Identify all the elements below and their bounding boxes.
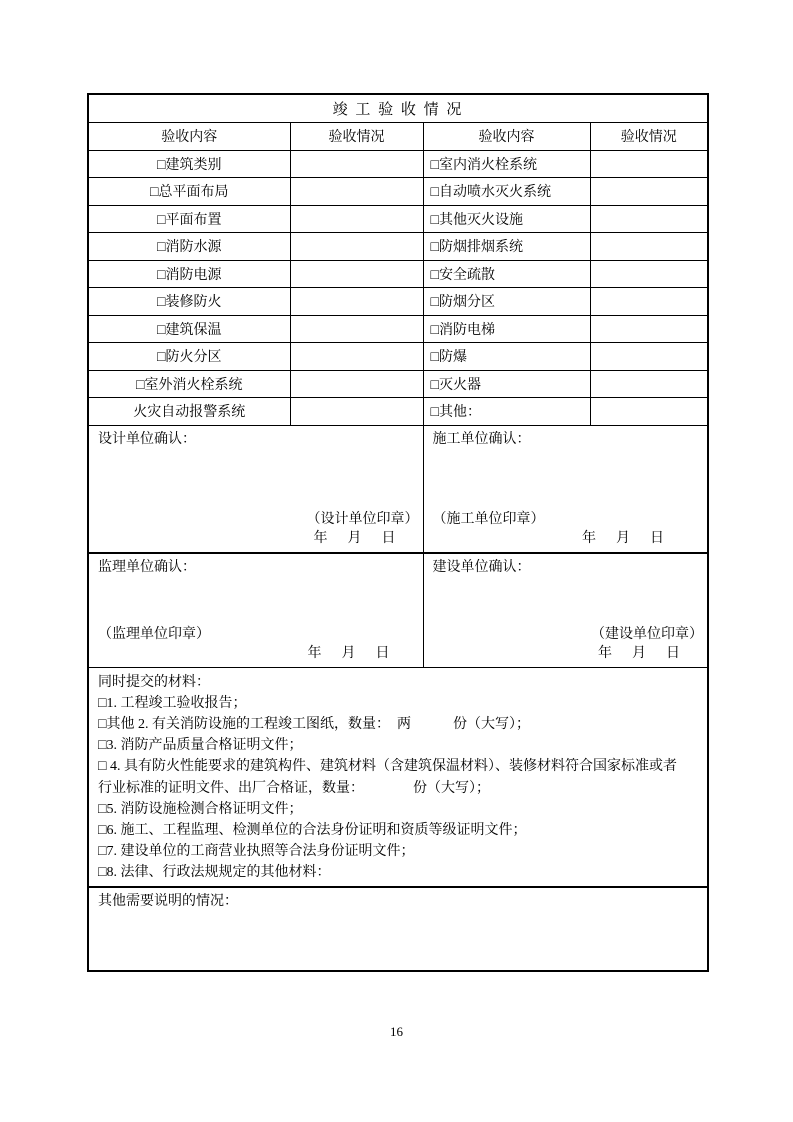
checkbox-icon[interactable]: □	[430, 405, 439, 421]
status-cell[interactable]	[290, 150, 423, 178]
table-row	[88, 343, 708, 371]
acceptance-item	[423, 315, 590, 343]
checkbox-icon[interactable]: □	[98, 822, 107, 838]
developer-unit-confirmation	[423, 553, 708, 667]
status-cell[interactable]	[290, 370, 423, 398]
acceptance-item	[88, 315, 290, 343]
confirmation-title: 建设单位确认：	[432, 560, 531, 575]
acceptance-item	[423, 398, 590, 426]
status-cell[interactable]	[290, 343, 423, 371]
page-number: 16	[390, 1024, 403, 1039]
item-label: 安全疏散	[438, 267, 495, 283]
materials-item	[98, 820, 698, 841]
item-label: 防火分区	[165, 350, 222, 366]
materials-item	[98, 735, 698, 756]
status-cell[interactable]	[590, 205, 708, 233]
status-cell[interactable]	[290, 315, 423, 343]
submitted-materials-section	[88, 667, 708, 887]
acceptance-item	[88, 398, 290, 426]
acceptance-item	[88, 288, 290, 316]
checkbox-icon[interactable]: □	[98, 759, 107, 775]
item-label: 消防水源	[165, 240, 222, 256]
acceptance-item	[423, 150, 590, 178]
acceptance-item	[88, 233, 290, 261]
checkbox-icon[interactable]: □	[430, 267, 439, 283]
acceptance-item	[423, 288, 590, 316]
item-label: 建筑类别	[165, 157, 222, 173]
confirmation-title: 监理单位确认：	[98, 560, 196, 575]
item-label: 平面布置	[165, 212, 222, 228]
checkbox-icon[interactable]: □	[430, 157, 439, 173]
checkbox-icon[interactable]: □	[98, 844, 107, 860]
checkbox-icon[interactable]: □	[157, 267, 166, 283]
table-row	[88, 398, 708, 426]
item-label: 消防电源	[165, 267, 222, 283]
table-row	[88, 205, 708, 233]
status-cell[interactable]	[590, 398, 708, 426]
status-cell[interactable]	[590, 233, 708, 261]
materials-item	[98, 862, 698, 883]
materials-text: 4. 具有防火性能要求的建筑构件、建筑材料（含建筑保温材料）、装修材料符合国家标准或者	[106, 759, 677, 775]
status-cell[interactable]	[590, 315, 708, 343]
materials-text: 同时提交的材料：	[98, 674, 210, 690]
item-label: 防烟分区	[438, 295, 495, 311]
confirmation-title: 设计单位确认：	[98, 431, 196, 447]
date-placeholder: 年 月 日	[307, 645, 393, 661]
item-label: 其他灭火设施	[438, 212, 523, 228]
materials-text: 7. 建设单位的工商营业执照等合法身份证明文件；	[106, 844, 415, 860]
checkbox-icon[interactable]: □	[430, 295, 439, 311]
status-cell[interactable]	[590, 370, 708, 398]
checkbox-icon[interactable]: □	[98, 865, 107, 881]
column-header-content-right: 验收内容	[423, 122, 590, 150]
item-label: 室外消火栓系统	[144, 377, 243, 393]
table-row	[88, 315, 708, 343]
status-cell[interactable]	[590, 260, 708, 288]
materials-item	[98, 841, 698, 862]
acceptance-item	[88, 370, 290, 398]
checkbox-icon[interactable]: □	[98, 738, 107, 754]
acceptance-item	[423, 205, 590, 233]
materials-text: 其他 2. 有关消防设施的工程竣工图纸，数量： 两 份（大写）；	[106, 716, 530, 732]
materials-text: 6. 施工、工程监理、检测单位的合法身份证明和资质等级证明文件；	[106, 822, 527, 838]
column-header-status-right: 验收情况	[590, 122, 708, 150]
table-row	[88, 370, 708, 398]
completion-acceptance-table	[87, 93, 709, 972]
date-placeholder: 年 月 日	[598, 645, 684, 661]
column-header-content-left: 验收内容	[88, 122, 290, 150]
table-row	[88, 260, 708, 288]
materials-heading	[98, 672, 698, 693]
materials-row	[88, 667, 708, 887]
seal-placeholder: （施工单位印章）	[432, 512, 545, 527]
checkbox-icon[interactable]: □	[157, 157, 166, 173]
confirmation-title: 施工单位确认：	[432, 431, 531, 447]
table-row	[88, 233, 708, 261]
item-label: 灭火器	[438, 377, 481, 393]
header-row	[88, 122, 708, 150]
date-placeholder: 年 月 日	[582, 531, 668, 546]
item-label: 装修防火	[165, 295, 222, 311]
materials-text: 5. 消防设施检测合格证明文件；	[106, 801, 303, 817]
materials-text: 1. 工程竣工验收报告；	[106, 695, 247, 711]
status-cell[interactable]	[290, 288, 423, 316]
materials-text: 8. 法律、行政法规规定的其他材料：	[106, 865, 331, 881]
construction-unit-confirmation	[423, 425, 708, 553]
status-cell[interactable]	[290, 260, 423, 288]
item-label: 防烟排烟系统	[438, 240, 523, 256]
materials-item	[98, 714, 698, 735]
acceptance-item	[423, 233, 590, 261]
date-placeholder: 年 月 日	[313, 531, 399, 546]
checkbox-icon[interactable]: □	[430, 185, 439, 201]
materials-text: 3. 消防产品质量合格证明文件；	[106, 738, 303, 754]
acceptance-item	[88, 205, 290, 233]
acceptance-item	[88, 150, 290, 178]
status-cell[interactable]	[590, 288, 708, 316]
item-label: 火灾自动报警系统	[133, 405, 246, 421]
status-cell[interactable]	[590, 178, 708, 206]
checkbox-icon[interactable]: □	[430, 350, 439, 366]
seal-placeholder: （建设单位印章）	[591, 626, 704, 642]
status-cell[interactable]	[590, 343, 708, 371]
materials-item	[98, 693, 698, 714]
seal-placeholder: （设计单位印章）	[306, 512, 419, 527]
table-row	[88, 178, 708, 206]
item-label: 自动喷水灭火系统	[438, 185, 551, 201]
acceptance-item	[423, 260, 590, 288]
checkbox-icon[interactable]: □	[98, 716, 107, 732]
notes-heading: 其他需要说明的情况：	[98, 893, 238, 909]
materials-item	[98, 756, 698, 777]
materials-item-continuation	[98, 778, 698, 799]
checkbox-icon[interactable]: □	[150, 185, 159, 201]
checkbox-icon[interactable]: □	[157, 212, 166, 228]
item-label: 其他：	[438, 405, 481, 421]
confirmation-row-top	[88, 425, 708, 553]
checkbox-icon[interactable]: □	[98, 801, 107, 817]
status-cell[interactable]	[290, 205, 423, 233]
item-label: 室内消火栓系统	[438, 157, 537, 173]
item-label: 建筑保温	[165, 322, 222, 338]
acceptance-item	[88, 260, 290, 288]
status-cell[interactable]	[590, 150, 708, 178]
status-cell[interactable]	[290, 233, 423, 261]
acceptance-item	[88, 178, 290, 206]
materials-item	[98, 799, 698, 820]
status-cell[interactable]	[290, 178, 423, 206]
acceptance-item	[423, 178, 590, 206]
checkbox-icon[interactable]: □	[430, 322, 439, 338]
confirmation-row-bottom	[88, 553, 708, 667]
status-cell[interactable]	[290, 398, 423, 426]
checkbox-icon[interactable]: □	[430, 240, 439, 256]
acceptance-item	[423, 370, 590, 398]
checkbox-icon[interactable]: □	[430, 377, 439, 393]
table-row	[88, 288, 708, 316]
design-unit-confirmation	[88, 425, 423, 553]
checkbox-icon[interactable]: □	[430, 212, 439, 228]
checkbox-icon[interactable]: □	[157, 240, 166, 256]
seal-placeholder: （监理单位印章）	[98, 626, 210, 642]
materials-text: 行业标准的证明文件、出厂合格证，数量： 份（大写）；	[98, 780, 490, 796]
checkbox-icon[interactable]: □	[157, 322, 166, 338]
item-label: 总平面布局	[158, 185, 229, 201]
checkbox-icon[interactable]: □	[157, 295, 166, 311]
checkbox-icon[interactable]: □	[98, 695, 107, 711]
notes-row	[88, 887, 708, 971]
acceptance-item	[423, 343, 590, 371]
other-notes-section[interactable]	[88, 887, 708, 971]
table-row	[88, 150, 708, 178]
checkbox-icon[interactable]: □	[136, 377, 145, 393]
item-label: 防爆	[438, 350, 467, 366]
checkbox-icon[interactable]: □	[157, 350, 166, 366]
table-title: 竣 工 验 收 情 况	[88, 94, 708, 122]
acceptance-item	[88, 343, 290, 371]
item-label: 消防电梯	[438, 322, 495, 338]
supervision-unit-confirmation	[88, 553, 423, 667]
column-header-status-left: 验收情况	[290, 122, 423, 150]
